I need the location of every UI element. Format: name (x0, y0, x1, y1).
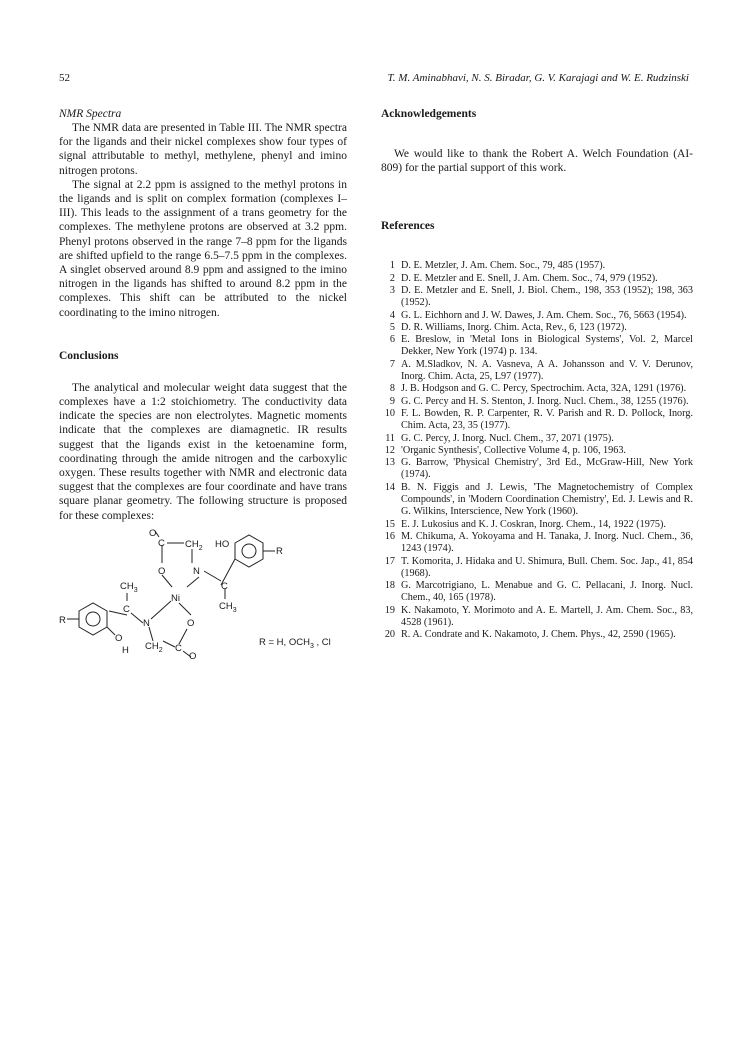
atom-c-left: C (123, 603, 130, 615)
reference-number: 17 (384, 555, 395, 567)
reference-number: 16 (384, 530, 395, 542)
reference-text: K. Nakamoto, Y. Morimoto and A. E. Martell, J. Am. Chem. Soc., 83, 4528 (1961). (401, 604, 693, 629)
upper-benzene-ring (235, 535, 263, 567)
reference-number: 19 (384, 604, 395, 616)
acknowledgements-heading: Acknowledgements (381, 108, 477, 120)
reference-text: D. E. Metzler and E. Snell, J. Am. Chem. Soc., 74, 979 (1952). (401, 272, 658, 284)
reference-number: 15 (384, 518, 395, 530)
right-column (381, 107, 693, 642)
atom-o-top: O (149, 528, 157, 539)
reference-number: 8 (389, 383, 395, 395)
reference-number: 7 (389, 358, 395, 370)
atom-o-phenol: O (115, 632, 123, 644)
atom-n-upper: N (193, 565, 200, 577)
atom-ch3-left: $CH_3$ (120, 580, 138, 594)
reference-item (381, 310, 693, 322)
conclusions-heading: Conclusions (59, 349, 119, 362)
atom-o-bottom: O (189, 650, 197, 659)
reference-number: 4 (389, 309, 395, 321)
reference-text: 'Organic Synthesis', Collective Volume 4, p. 106, 1963. (401, 444, 626, 456)
acknowledgements-text: We would like to thank the Robert A. Welch Foundation (AI-809) for the partial support of this work. (381, 148, 693, 175)
reference-text: D. R. Williams, Inorg. Chim. Acta, Rev., 6, 123 (1972). (401, 321, 627, 333)
nmr-paragraph-1: The NMR data are presented in Table III. The NMR spectra for the ligands and their nickel complexes show four types of signal attributable to methyl, methylene, phenyl and imino nitrogen protons. (59, 122, 347, 177)
nmr-paragraph-2: The signal at 2.2 ppm is assigned to the methyl protons in the ligands and is split on complex formation (complexes I–III). This leads to the assignment of a trans geometry for the complexes. The methylene protons are observed at 3.2 ppm. Phenyl protons observed in the range 7–8 ppm for the ligands are shifted upfield to the range 6.5–7.5 ppm in the complexes. A singlet observed around 8.9 ppm and assigned to the imino nitrogen in the ligands has shifted to around 8.2 ppm in the complexes. This shift can be attributed to the nickel coordinating to the imino nitrogen. (59, 178, 347, 319)
reference-text: D. E. Metzler and E. Snell, J. Biol. Chem., 198, 353 (1952); 198, 363 (1952). (401, 285, 693, 309)
reference-number: 18 (384, 580, 395, 592)
references-list (381, 260, 693, 641)
reference-number: 14 (384, 481, 395, 493)
nmr-heading: NMR Spectra (59, 108, 122, 120)
atom-o-mid: O (187, 617, 195, 629)
reference-item (381, 396, 693, 408)
reference-number: 20 (384, 629, 395, 641)
lower-benzene-ring (79, 603, 107, 635)
reference-number: 13 (384, 457, 395, 469)
reference-text: E. Breslow, in 'Metal Ions in Biological Systems', Vol. 2, Marcel Dekker, New York (1974) p. 134. (401, 334, 693, 358)
r-substituent-legend: R = H, $OCH_3$ , Cl (259, 636, 331, 650)
reference-item (381, 482, 693, 519)
reference-item (381, 322, 693, 334)
reference-text: G. C. Percy and H. S. Stenton, J. Inorg. Nucl. Chem., 38, 1255 (1976). (401, 395, 689, 407)
left-column (59, 107, 347, 659)
atom-r-right: R (276, 545, 283, 557)
proposed-structure (59, 529, 359, 659)
reference-item (381, 334, 693, 359)
reference-item (381, 556, 693, 581)
reference-text: J. B. Hodgson and G. C. Percy, Spectrochim. Acta, 32A, 1291 (1976). (401, 383, 687, 395)
reference-text: G. Marcotrigiano, L. Menabue and G. C. Pellacani, J. Inorg. Nucl. Chem., 40, 165 (1978). (401, 580, 693, 604)
running-head: T. M. Aminabhavi, N. S. Biradar, G. V. Karajagi and W. E. Rudzinski (387, 72, 689, 84)
atom-n-lower: N (143, 617, 150, 629)
reference-item (381, 531, 693, 556)
reference-item (381, 383, 693, 395)
lower-ring-aromatic-circle (86, 612, 100, 626)
reference-text: B. N. Figgis and J. Lewis, 'The Magnetochemistry of Complex Compounds', in 'Modern Coordination Chemistry', Ed. J. Lewis and R. G. Wilkins, Interscience, New York (1960). (401, 481, 693, 518)
reference-item (381, 445, 693, 457)
reference-number: 12 (384, 444, 395, 456)
atom-h-phenol: H (122, 644, 129, 656)
reference-item (381, 580, 693, 605)
page-number: 52 (59, 72, 70, 84)
upper-ring-aromatic-circle (242, 544, 256, 558)
atom-r-left: R (59, 614, 66, 626)
conclusions-paragraph: The analytical and molecular weight data suggest that the complexes have a 1:2 stoichiometry. The conductivity data indicate the species are non electrolytes. Magnetic moments indicate that the complexes are diamagnetic. IR results suggest that the ligands exist in the ketoenamine form, coordinating through the amide nitrogen and the carboxylic oxygen. These results together with NMR and electronic data suggest that the complexes are four coordinate and have trans square planar geometry. The following structure is proposed for these complexes: (59, 381, 347, 522)
atom-ho: HO (215, 538, 230, 550)
atom-c-right: C (221, 580, 228, 592)
reference-item (381, 359, 693, 384)
reference-text: R. A. Condrate and K. Nakamoto, J. Chem. Phys., 42, 2590 (1965). (401, 629, 676, 641)
reference-number: 3 (389, 285, 395, 296)
reference-number: 11 (385, 432, 395, 444)
reference-number: 10 (384, 407, 395, 419)
atom-o-left: O (158, 565, 166, 577)
atom-ch2-bottom: $CH_2$ (145, 640, 163, 654)
reference-item (381, 408, 693, 433)
reference-item (381, 273, 693, 285)
reference-number: 9 (389, 395, 395, 407)
atom-ch2-top: $CH_2$ (185, 538, 203, 552)
reference-item (381, 629, 693, 641)
reference-item (381, 433, 693, 445)
reference-text: A. M.Sladkov, N. A. Vasneva, A A. Johansson and V. V. Derunov, Inorg. Chim. Acta, 25, L97 (1977). (401, 358, 693, 383)
reference-number: 6 (389, 334, 395, 346)
reference-number: 1 (389, 260, 395, 272)
atom-c-bottom: C (175, 642, 182, 654)
reference-number: 5 (389, 321, 395, 333)
atom-ch3-right: $CH_3$ (219, 600, 237, 614)
reference-text: G. Barrow, 'Physical Chemistry', 3rd Ed., McGraw-Hill, New York (1974). (401, 457, 693, 481)
reference-text: T. Komorita, J. Hidaka and U. Shimura, Bull. Chem. Soc. Jap., 41, 854 (1968). (401, 555, 693, 579)
reference-number: 2 (389, 272, 395, 284)
legend-subscript: 3 (309, 642, 314, 650)
reference-item (381, 605, 693, 630)
references-heading: References (381, 220, 435, 233)
atom-c-top: C (158, 537, 165, 549)
atom-ni: Ni (171, 592, 180, 604)
reference-text: D. E. Metzler, J. Am. Chem. Soc., 79, 485 (1957). (401, 260, 606, 272)
reference-item (381, 457, 693, 482)
reference-item (381, 285, 693, 310)
reference-text: G. L. Eichhorn and J. W. Dawes, J. Am. Chem. Soc., 76, 5663 (1954). (401, 309, 687, 321)
reference-item (381, 519, 693, 531)
reference-text: F. L. Bowden, R. P. Carpenter, R. V. Parish and R. D. Pollock, Inorg. Chim. Acta, 23, 35 (1977). (401, 407, 693, 432)
reference-text: E. J. Lukosius and K. J. Coskran, Inorg. Chem., 14, 1922 (1975). (401, 518, 666, 530)
reference-text: G. C. Percy, J. Inorg. Nucl. Chem., 37, 2071 (1975). (401, 432, 614, 444)
reference-text: M. Chikuma, A. Yokoyama and H. Tanaka, J. Inorg. Nucl. Chem., 36, 1243 (1974). (401, 530, 693, 555)
structure-diagram (59, 529, 359, 659)
reference-item (381, 260, 693, 272)
